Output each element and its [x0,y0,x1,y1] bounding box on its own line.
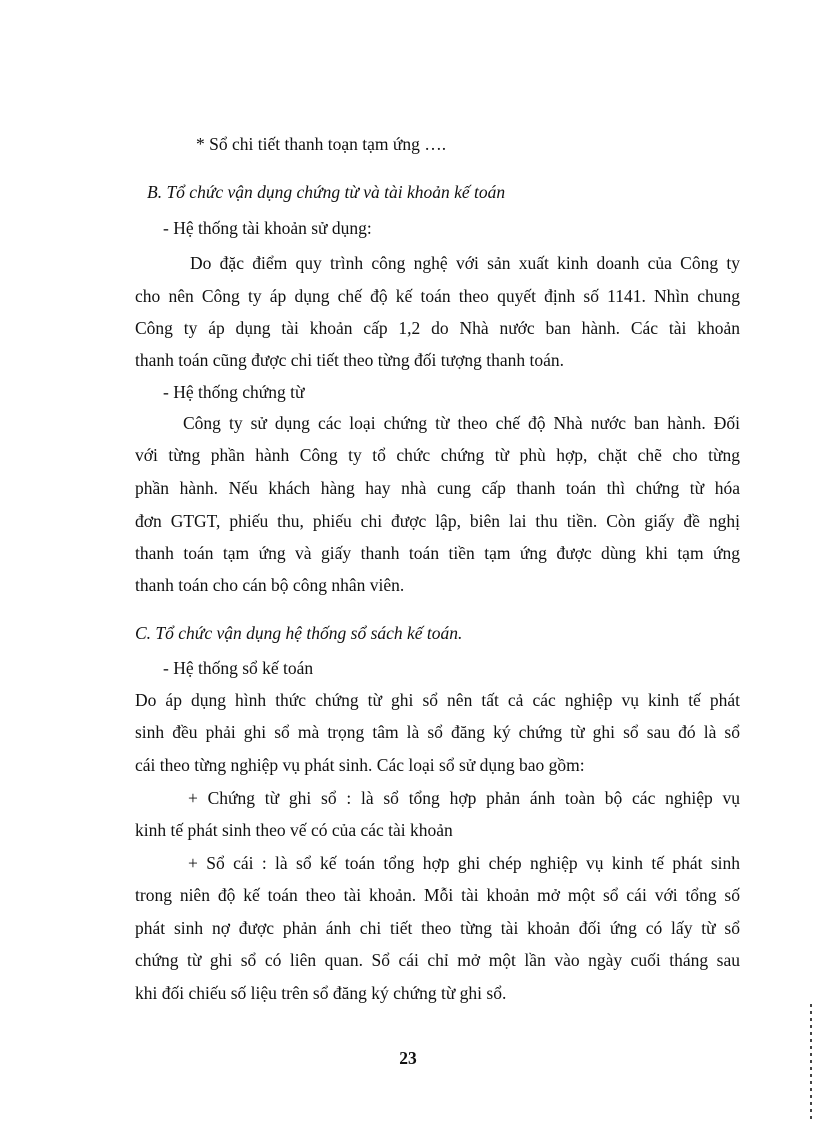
paragraph-line: Do áp dụng hình thức chứng từ ghi sổ nên tất cả các nghiệp vụ kinh tế phát [135,690,740,710]
page-edge-marks [810,1004,812,1123]
paragraph-line: thanh toán tạm ứng và giấy thanh toán tiền tạm ứng được dùng khi tạm ứng [135,543,740,563]
paragraph-line: + Sổ cái : là sổ kế toán tổng hợp ghi chép nghiệp vụ kinh tế phát sinh [188,853,740,873]
paragraph-line: khi đối chiếu số liệu trên sổ đăng ký chứng từ ghi sổ. [135,983,507,1003]
paragraph-line: phát sinh nợ được phản ánh chi tiết theo từng tài khoản đối ứng có lấy từ sổ [135,918,740,938]
paragraph-line: thanh toán cho cán bộ công nhân viên. [135,575,405,595]
paragraph-line: cái theo từng nghiệp vụ phát sinh. Các loại sổ sử dụng bao gồm: [135,755,585,775]
bullet-account-system: - Hệ thống tài khoản sử dụng: [163,218,372,238]
paragraph-line: phần hành. Nếu khách hàng hay nhà cung cấp thanh toán thì chứng từ hóa [135,478,740,498]
paragraph-line: Công ty áp dụng tài khoản cấp 1,2 do Nhà nước ban hành. Các tài khoản [135,318,740,338]
bullet-voucher-system: - Hệ thống chứng từ [163,382,305,402]
page-number: 23 [399,1048,417,1068]
paragraph-line: cho nên Công ty áp dụng chế độ kế toán theo quyết định số 1141. Nhìn chung [135,286,740,306]
paragraph-line: + Chứng từ ghi sổ : là sổ tổng hợp phản ánh toàn bộ các nghiệp vụ [188,788,740,808]
paragraph-line: trong niên độ kế toán theo tài khoản. Mỗi tài khoản mở một sổ cái với tổng số [135,885,740,905]
paragraph-line: chứng từ ghi sổ có liên quan. Sổ cái chỉ mở một lần vào ngày cuối tháng sau [135,950,740,970]
ledger-line: * Sổ chi tiết thanh toạn tạm ứng …. [196,134,447,154]
paragraph-line: thanh toán cũng được chi tiết theo từng đối tượng thanh toán. [135,350,564,370]
paragraph-line: Do đặc điểm quy trình công nghệ với sản xuất kinh doanh của Công ty [190,253,740,273]
paragraph-line: Công ty sử dụng các loại chứng từ theo chế độ Nhà nước ban hành. Đối [183,413,740,433]
bullet-ledger-system: - Hệ thống sổ kế toán [163,658,314,678]
section-heading-c: C. Tổ chức vận dụng hệ thống sổ sách kế toán. [135,623,463,643]
paragraph-line: đơn GTGT, phiếu thu, phiếu chi được lập, biên lai thu tiền. Còn giấy đề nghị [135,511,740,531]
paragraph-line: kinh tế phát sinh theo vế có của các tài khoản [135,820,453,840]
paragraph-line: với từng phần hành Công ty tổ chức chứng từ phù hợp, chặt chẽ cho từng [135,445,740,465]
paragraph-line: sinh đều phải ghi sổ mà trọng tâm là sổ đăng ký chứng từ ghi sổ sau đó là sổ [135,722,740,742]
section-heading-b: B. Tổ chức vận dụng chứng từ và tài khoản kế toán [147,182,506,202]
